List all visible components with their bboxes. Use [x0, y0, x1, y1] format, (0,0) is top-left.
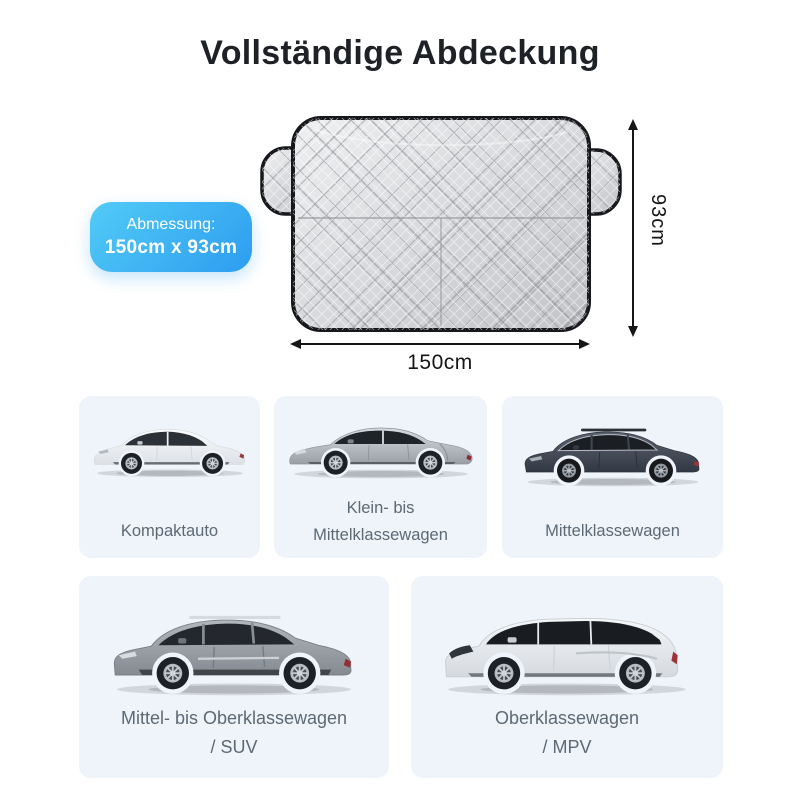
badge-label: Abmessung: [126, 215, 216, 233]
vehicle-card-label [495, 704, 639, 778]
large-suv-image [99, 594, 369, 702]
compact-car-image [82, 412, 258, 482]
mpv-car-image [432, 594, 702, 702]
vehicle-card-large-suv [79, 576, 389, 778]
height-dimension-label: 93cm [647, 194, 669, 247]
label-line-1: Oberklassewagen [494, 708, 640, 729]
width-dimension-label: 150cm [407, 351, 473, 374]
vehicle-card-compact [79, 396, 260, 558]
label-line-1: Mittelklassewagen [545, 521, 680, 540]
vehicle-card-label [121, 518, 218, 558]
label-line-1: Mittel- bis Oberklassewagen [120, 708, 348, 729]
height-arrow [620, 117, 646, 339]
label-line-1: Kompaktauto [120, 521, 219, 540]
midsize-suv-image [513, 412, 713, 492]
sedan-car-image [281, 404, 481, 484]
vehicle-card-label [121, 704, 347, 778]
label-line-2: Mittelklassewagen [313, 525, 448, 544]
cover-product-image [256, 110, 626, 338]
vehicle-card-sedan [274, 396, 487, 558]
badge-value: 150cm x 93cm [104, 236, 238, 258]
label-line-1: Klein- bis [346, 499, 415, 518]
label-line-2: / SUV [210, 737, 258, 758]
vehicle-card-label [313, 495, 448, 558]
vehicle-card-label [545, 518, 680, 558]
page-title: Vollständige Abdeckung [200, 34, 600, 72]
vehicle-card-midsize [502, 396, 723, 558]
cover-main-body [293, 118, 589, 330]
vehicle-card-mpv [411, 576, 723, 778]
label-line-2: / MPV [542, 737, 592, 758]
dimension-badge [90, 202, 252, 272]
